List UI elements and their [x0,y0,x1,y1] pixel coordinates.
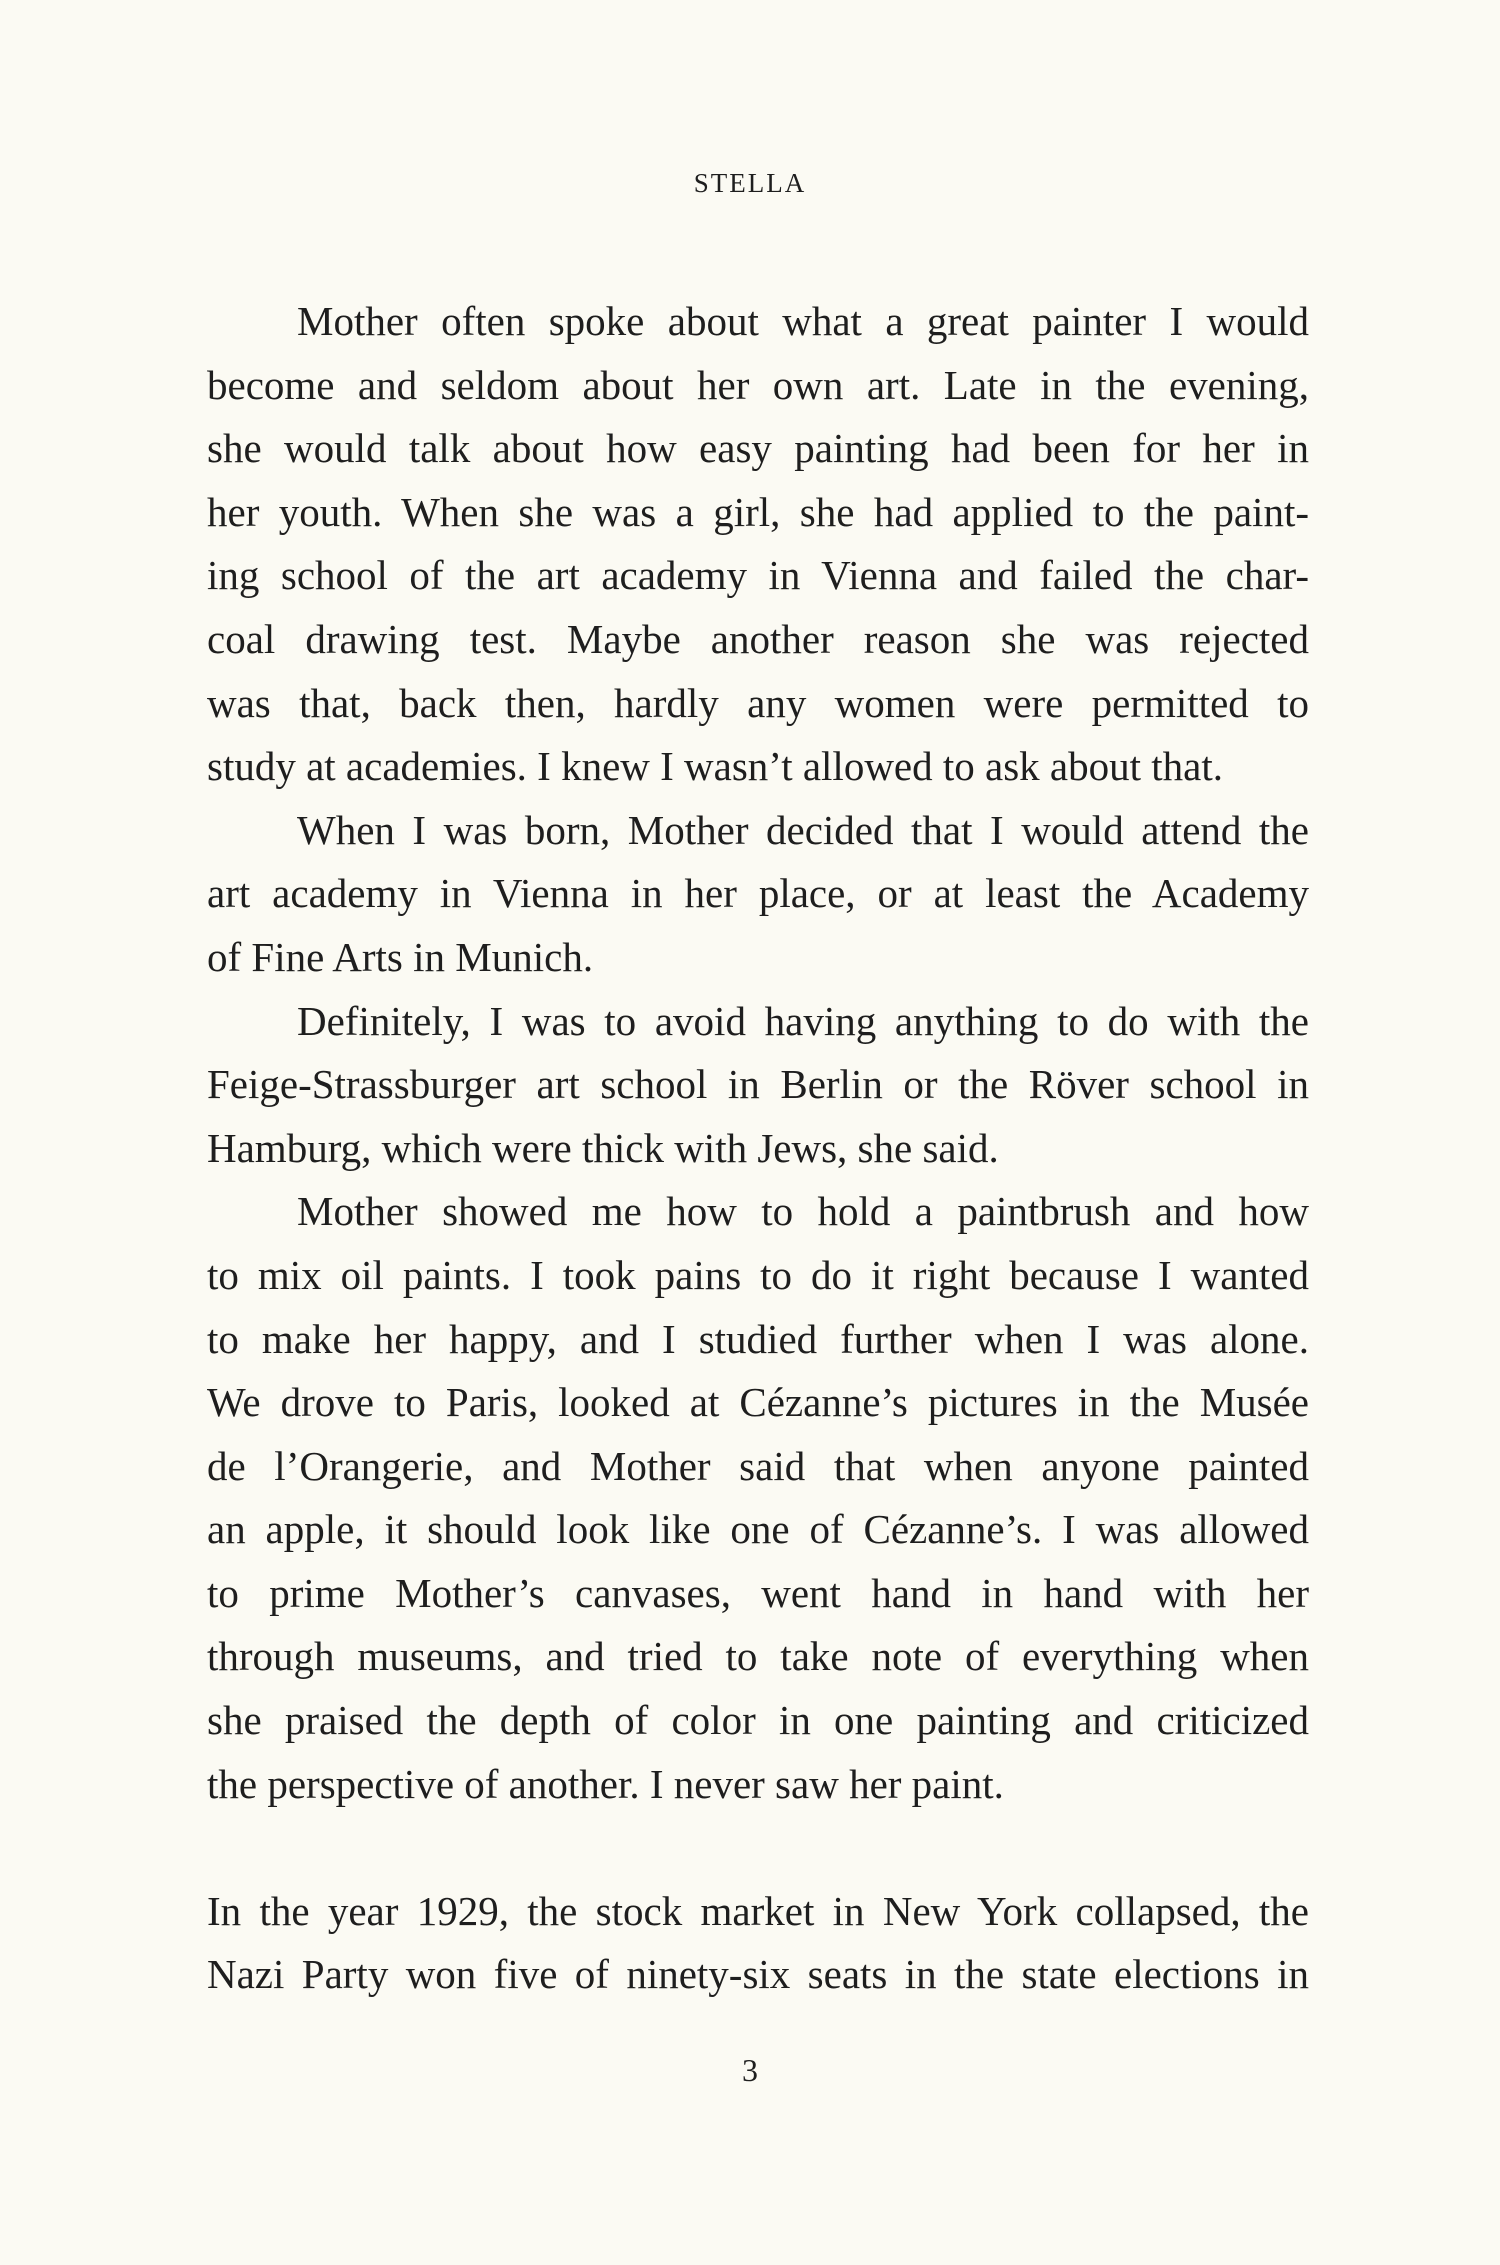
text-line: Mother showed me how to hold a paintbrush and how [297,1188,1309,1235]
text-line: to prime Mother’s canvases, went hand in hand with her [207,1569,1309,1616]
text-line: Hamburg, which were thick with Jews, she said. [207,1124,999,1171]
text-line: an apple, it should look like one of Cézanne’s. I was allowed [207,1506,1309,1553]
paragraph [207,290,1309,799]
text-line: Mother often spoke about what a great painter I would [297,298,1309,344]
text-line: Definitely, I was to avoid having anything to do with the [297,997,1309,1044]
text-line: of Fine Arts in Munich. [207,933,594,980]
text-line: ing school of the art academy in Vienna and failed the char- [207,552,1309,599]
text-line: the perspective of another. I never saw her paint. [207,1760,1004,1807]
text-line: to make her happy, and I studied further when I was alone. [207,1315,1309,1362]
text-line: to mix oil paints. I took pains to do it right because I wanted [207,1251,1309,1298]
text-line: was that, back then, hardly any women were permitted to [207,679,1309,726]
text-line: through museums, and tried to take note of everything when [207,1633,1309,1680]
text-line: de l’Orangerie, and Mother said that when anyone painted [207,1442,1309,1489]
text-line: she praised the depth of color in one painting and criticized [207,1697,1309,1744]
text-line: coal drawing test. Maybe another reason she was rejected [207,615,1309,662]
paragraph [207,799,1309,990]
text-line: study at academies. I knew I wasn’t allowed to ask about that. [207,743,1223,790]
text-line: Nazi Party won five of ninety-six seats in the state elections in [207,1951,1309,1998]
section-break [207,1816,1309,1880]
paragraph [207,1180,1309,1816]
text-line: When I was born, Mother decided that I would attend the [297,806,1309,853]
body-text [207,290,1309,2007]
text-line: We drove to Paris, looked at Cézanne’s pictures in the Musée [207,1379,1309,1426]
text-line: Feige-Strassburger art school in Berlin or the Röver school in [207,1061,1309,1108]
text-line: her youth. When she was a girl, she had applied to the paint- [207,488,1309,535]
page-number: 3 [742,2052,758,2088]
text-line: In the year 1929, the stock market in New York collapsed, the [207,1887,1309,1934]
paragraph [207,1880,1309,2007]
text-line: art academy in Vienna in her place, or at least the Academy [207,870,1309,917]
paragraph [207,990,1309,1181]
running-header: STELLA [693,168,807,198]
text-line: she would talk about how easy painting had been for her in [207,425,1309,472]
text-line: become and seldom about her own art. Late in the evening, [207,361,1309,408]
